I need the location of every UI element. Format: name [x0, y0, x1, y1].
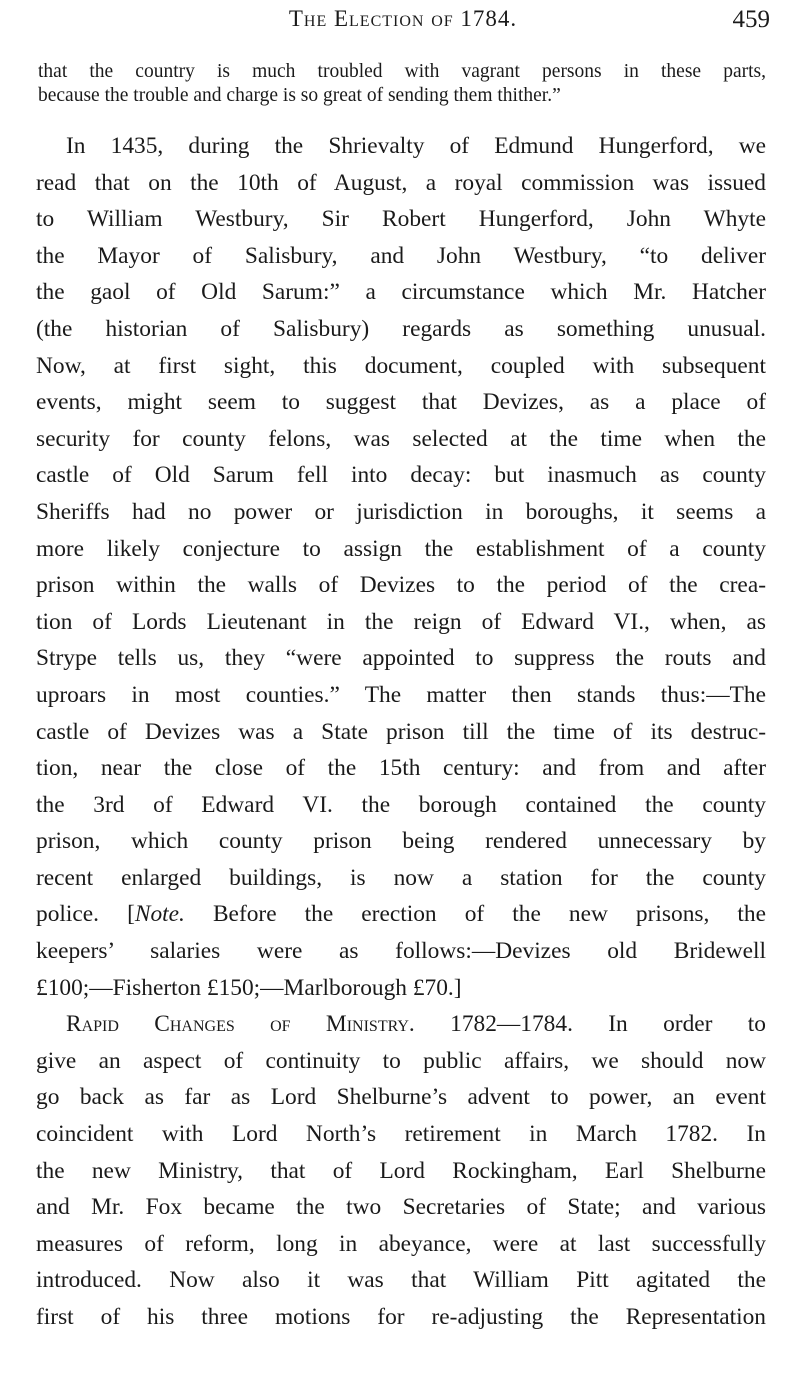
paragraph-line: the gaol of Old Sarum:” a circumstance which Mr. Hatcher [36, 279, 766, 306]
paragraph-line: (the historian of Salisbury) regards as something unusual. [36, 315, 766, 342]
paragraph-line: Sheriffs had no power or jurisdiction in boroughs, it seems a [36, 498, 766, 525]
paragraph-line: keepers’ salaries were as follows:—Devizes old Bridewell [36, 938, 766, 965]
note-line [36, 896, 766, 933]
paragraph-line: to William Westbury, Sir Robert Hungerford, John Whyte [36, 206, 766, 233]
paragraph-line: castle of Old Sarum fell into decay: but inasmuch as county [36, 462, 766, 489]
running-title-text: The Election of [288, 6, 461, 31]
paragraph-line: events, might seem to suggest that Devizes, as a place of [36, 389, 766, 416]
paragraph-line: coincident with Lord North’s retirement in March 1782. In [36, 1121, 766, 1148]
paragraph-line: £100;—Fisherton £150;—Marlborough £70.] [36, 974, 462, 1001]
paragraph-line: measures of reform, long in abeyance, were at last successfully [36, 1230, 766, 1257]
note-line-start: police. [ [36, 901, 135, 928]
section-heading-rest: 1782—1784. In order to [414, 1011, 766, 1038]
paragraph-line: Now, at first sight, this document, coupled with subsequent [36, 352, 766, 379]
paragraph-line: prison within the walls of Devizes to the period of the crea- [36, 572, 766, 599]
quoted-passage [38, 60, 766, 108]
running-title [36, 6, 770, 32]
paragraph-line: Strype tells us, they “were appointed to suppress the routs and [36, 645, 766, 672]
paragraph-line: read that on the 10th of August, a royal commission was issued [36, 169, 766, 196]
paragraph-line: and Mr. Fox became the two Secretaries of State; and various [36, 1194, 766, 1221]
paragraph-line: uproars in most counties.” The matter then stands thus:—The [36, 681, 766, 708]
paragraph-line: tion of Lords Lieutenant in the reign of Edward VI., when, as [36, 608, 766, 635]
paragraph-line: more likely conjecture to assign the establishment of a county [36, 535, 766, 562]
running-title-year: 1784. [460, 6, 518, 31]
paragraph-line: the Mayor of Salisbury, and John Westbury, “to deliver [36, 242, 766, 269]
page-number: 459 [732, 6, 770, 33]
paragraph-line: prison, which county prison being rendered unnecessary by [36, 828, 766, 855]
section-heading: Rapid Changes of Ministry. [66, 1011, 415, 1038]
paragraph-line: security for county felons, was selected at the time when the [36, 425, 766, 452]
note-line-rest: Before the erection of the new prisons, the [184, 901, 766, 928]
section-heading-line [36, 1006, 766, 1043]
paragraph-line: the 3rd of Edward VI. the borough contained the county [36, 791, 766, 818]
paragraph-line: castle of Devizes was a State prison till the time of its destruc- [36, 718, 766, 745]
paragraph-line: give an aspect of continuity to public affairs, we should now [36, 1047, 766, 1074]
paragraph-line: the new Ministry, that of Lord Rockingham, Earl Shelburne [36, 1157, 766, 1184]
paragraph-line: In 1435, during the Shrievalty of Edmund Hungerford, we [66, 133, 766, 159]
paragraph-line: recent enlarged buildings, is now a station for the county [36, 864, 766, 891]
quote-line: that the country is much troubled with vagrant persons in these parts, [38, 61, 766, 82]
paragraph-line: introduced. Now also it was that William Pitt agitated the [36, 1267, 766, 1294]
paragraph-line: go back as far as Lord Shelburne’s advent to power, an event [36, 1084, 766, 1111]
note-label: Note. [134, 901, 185, 928]
body-text [36, 128, 766, 1336]
paragraph-line: tion, near the close of the 15th century: and from and after [36, 755, 766, 782]
page-header [36, 4, 770, 38]
quote-line: because the trouble and charge is so great of sending them thither.” [38, 85, 561, 106]
paragraph-line: first of his three motions for re-adjusting the Representation [36, 1304, 766, 1330]
